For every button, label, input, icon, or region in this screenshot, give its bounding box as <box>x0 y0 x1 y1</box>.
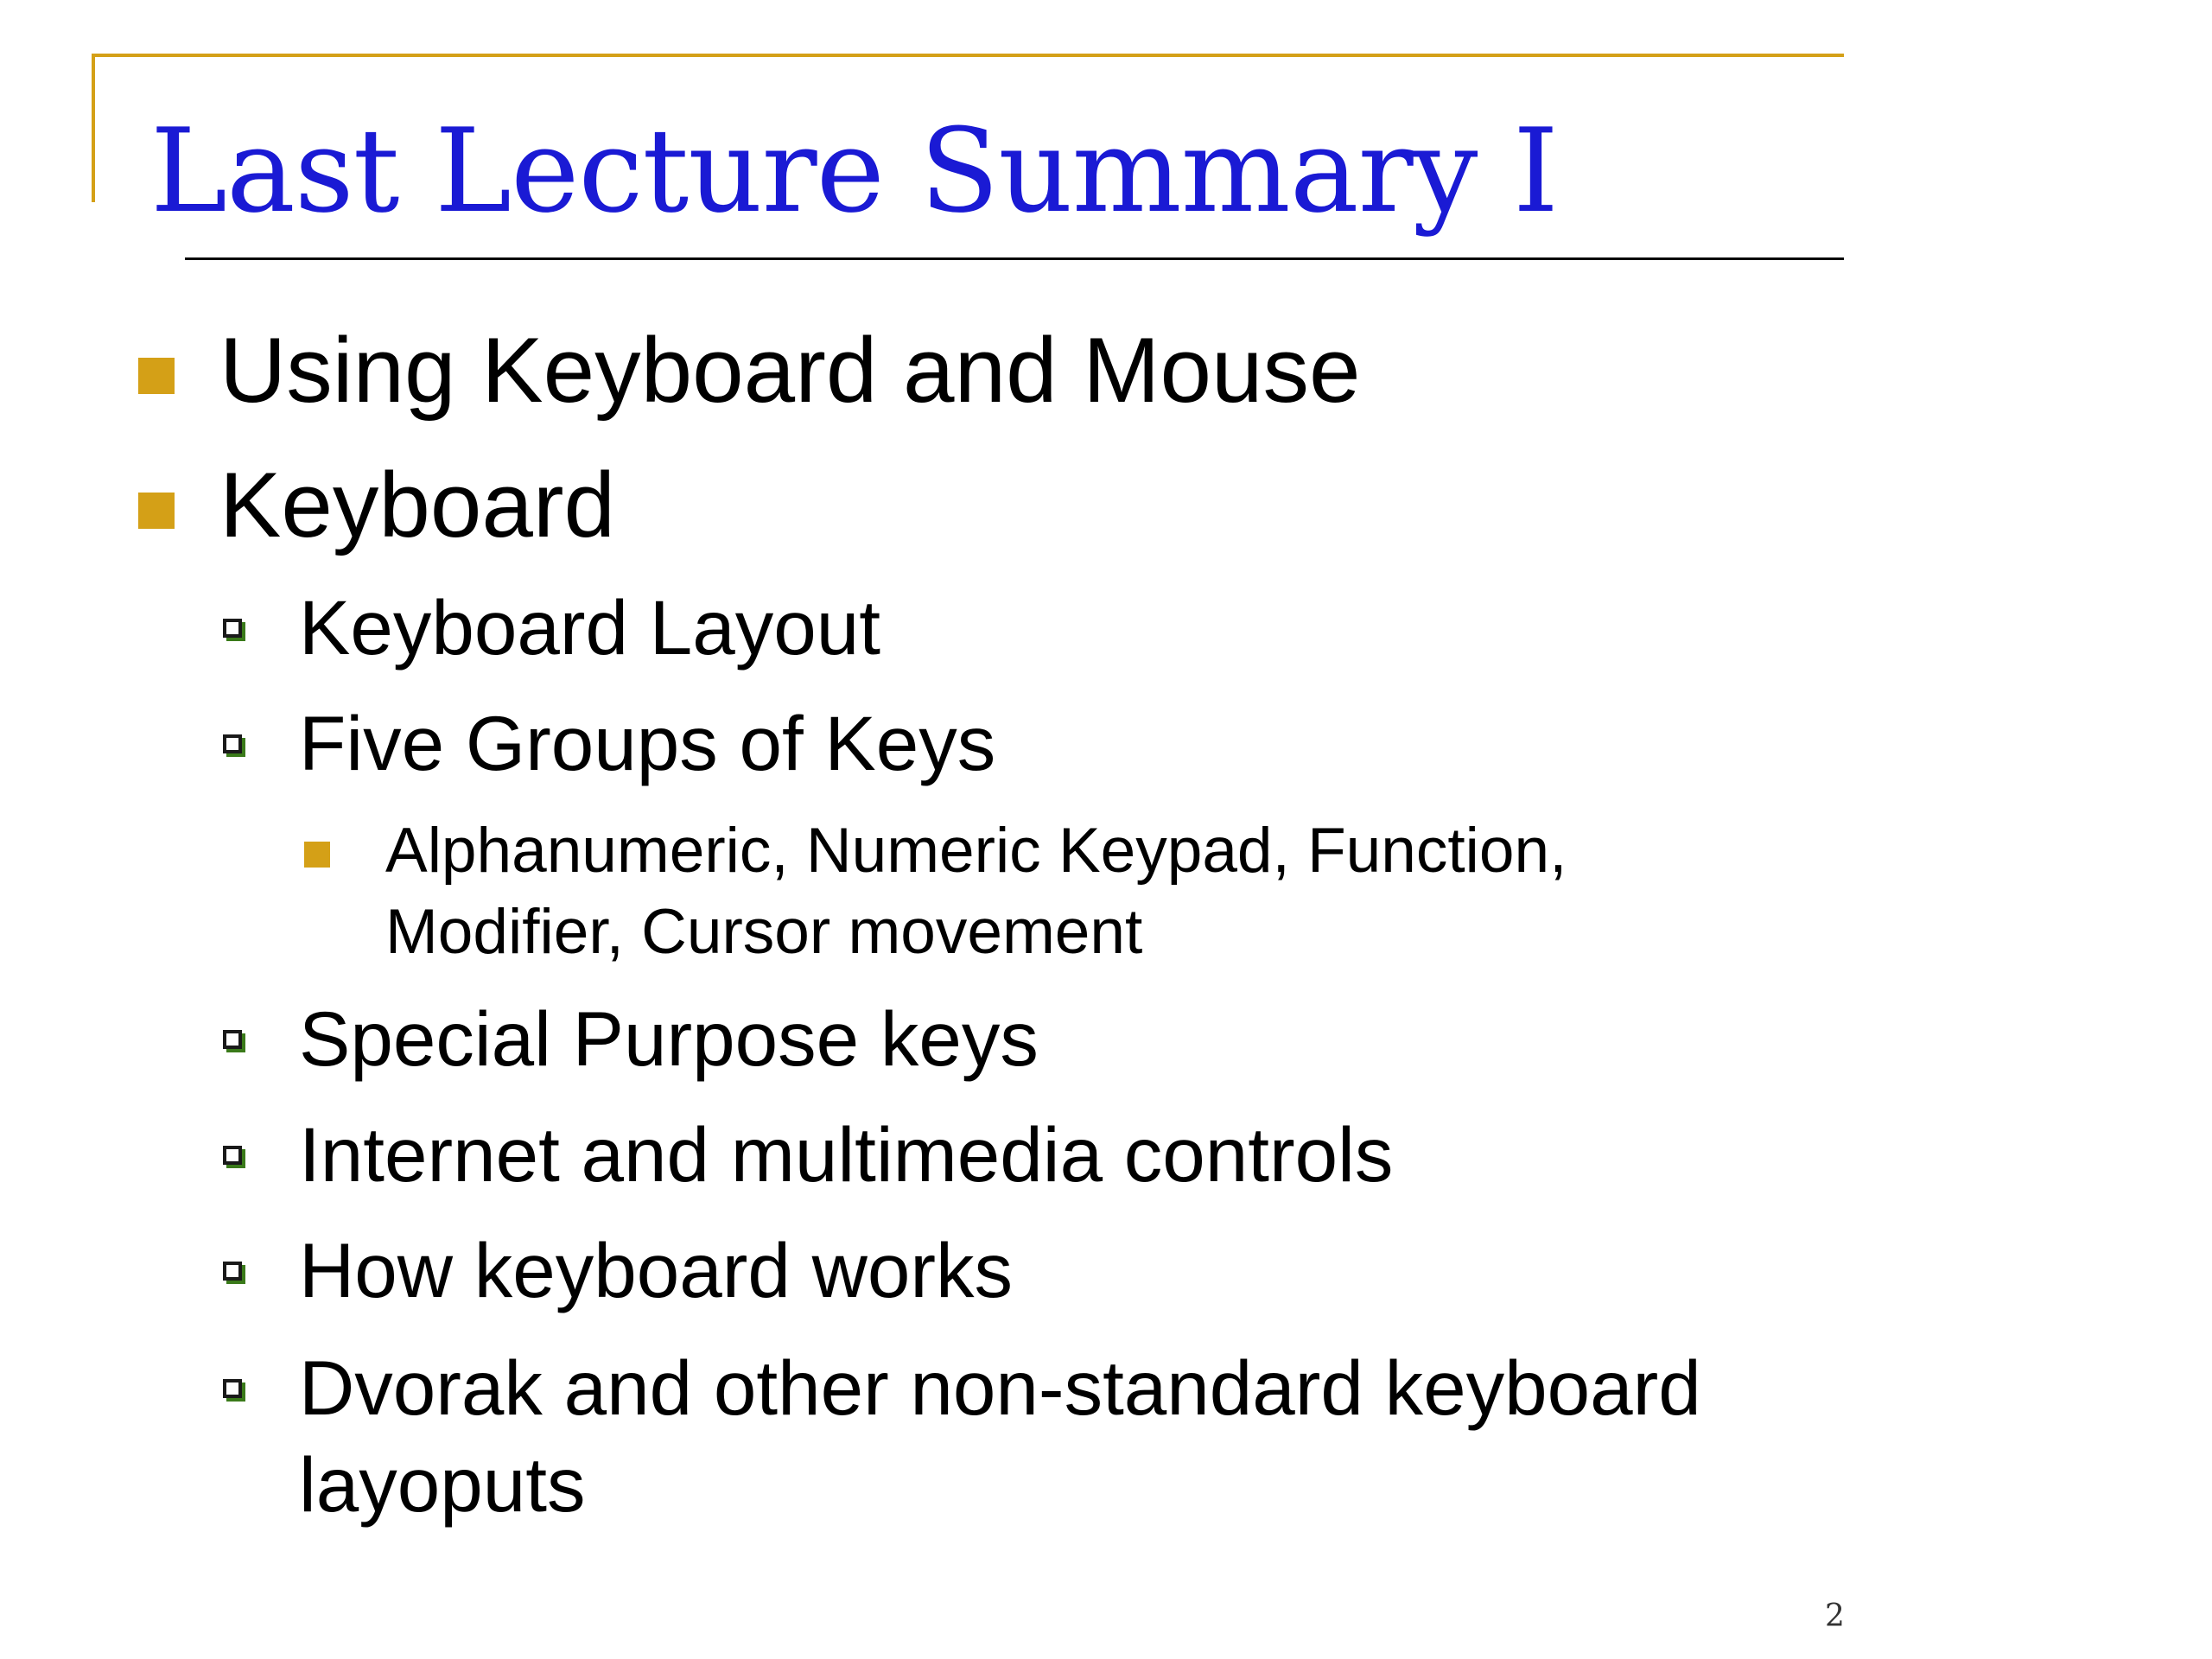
slide-title: Last Lecture Summary I <box>150 104 1558 238</box>
checkbox-bullet-icon <box>223 619 242 638</box>
sub-item-internet-and-multimedia-controls: Internet and multimedia controls <box>299 1111 1394 1198</box>
sub-item-keyboard-layout: Keyboard Layout <box>299 584 880 671</box>
square-bullet-icon <box>138 493 175 529</box>
checkbox-bullet-icon <box>223 1146 242 1165</box>
sub-sub-item-key-groups-line-1: Alphanumeric, Numeric Keypad, Function, <box>385 816 1567 886</box>
bullet-item-using-keyboard-and-mouse: Using Keyboard and Mouse <box>219 318 1361 422</box>
checkbox-bullet-icon <box>223 1379 242 1398</box>
checkbox-bullet-icon <box>223 734 242 753</box>
sub-sub-item-key-groups-line-2: Modifier, Cursor movement <box>385 897 1143 967</box>
sub-item-dvorak-line-2: layoputs <box>299 1441 586 1528</box>
sub-item-five-groups-of-keys: Five Groups of Keys <box>299 700 996 786</box>
sub-item-how-keyboard-works: How keyboard works <box>299 1227 1014 1313</box>
square-bullet-icon <box>304 842 330 868</box>
checkbox-bullet-icon <box>223 1030 242 1049</box>
square-bullet-icon <box>138 358 175 394</box>
page-number: 2 <box>1825 1599 1845 1634</box>
bullet-item-keyboard: Keyboard <box>219 453 616 556</box>
checkbox-bullet-icon <box>223 1262 242 1281</box>
sub-item-dvorak-line-1: Dvorak and other non-standard keyboard <box>299 1344 1701 1431</box>
sub-item-special-purpose-keys: Special Purpose keys <box>299 995 1039 1082</box>
